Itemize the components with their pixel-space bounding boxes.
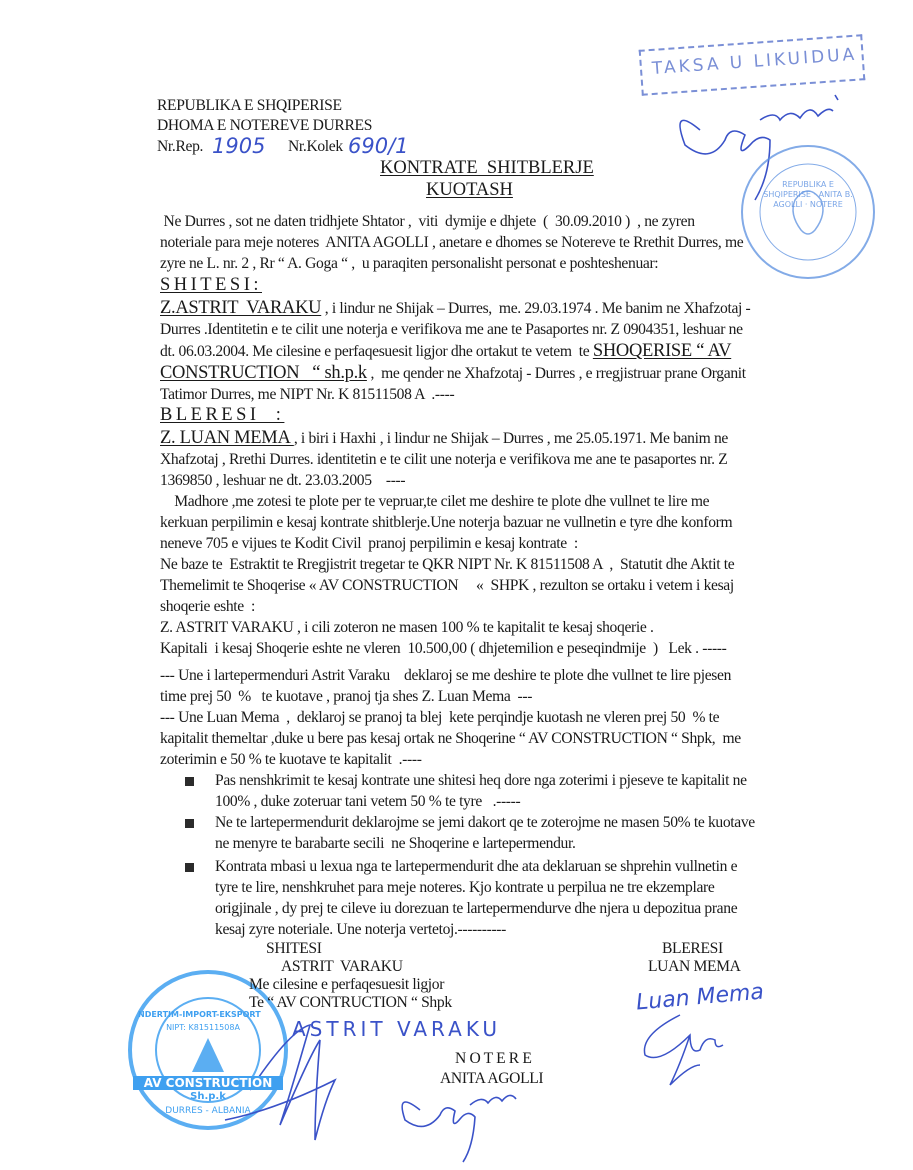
bullet-line: origjinale , dy prej te cileve iu dorezuan te lartepermendurve dhe njera u depozitua prane bbox=[215, 900, 738, 917]
bullet-line: Pas nenshkrimit te kesaj kontrate une shitesi heq dore nga zoterimi i pjeseve te kapitalit ne bbox=[215, 772, 747, 789]
buyer-signature-scribble bbox=[644, 1015, 723, 1085]
seller-line bbox=[160, 342, 731, 361]
buyer-sign-label: BLERESI bbox=[662, 940, 723, 957]
body-line: Z. ASTRIT VARAKU , i cili zoteron ne masen 100 % te kapitalit te kesaj shoqerie . bbox=[160, 619, 654, 636]
seller-line-text: , me qender ne Xhafzotaj - Durres , e rregjistruar prane Organit bbox=[366, 365, 746, 382]
declaration-line: zoterimin e 50 % te kuotave te kapitalit .---- bbox=[160, 751, 422, 768]
seller-heading: SHITESI: bbox=[160, 275, 262, 295]
buyer-line: 1369850 , leshuar ne dt. 23.03.2005 ---- bbox=[160, 472, 406, 489]
bullet-line: ne menyre te barabarte secili ne Shoqerine e lartepermendur. bbox=[215, 835, 576, 852]
notary-signature-bottom bbox=[402, 1095, 516, 1162]
seller-line: Durres .Identitetin e te cilit une noterja e verifikova me ane te Pasaportes nr. Z 0904351, leshuar ne bbox=[160, 321, 743, 338]
kolek-number-handwritten: 690/1 bbox=[348, 134, 409, 158]
kolek-label: Nr.Kolek bbox=[288, 138, 343, 155]
buyer-name: Z. LUAN MEMA bbox=[160, 428, 294, 448]
seller-sign-role: Me cilesine e perfaqesuesit ligjor bbox=[249, 976, 445, 993]
bullet-line: Ne te lartepermendurit deklarojme se jemi dakort qe te zoterojme ne masen 50% te kuotave bbox=[215, 814, 755, 831]
header-chamber: DHOMA E NOTEREVE DURRES bbox=[157, 117, 373, 134]
company-name: CONSTRUCTION “ sh.p.k bbox=[160, 363, 367, 383]
body-line: shoqerie eshte : bbox=[160, 598, 255, 615]
body-line: Kapitali i kesaj Shoqerie eshte ne vleren 10.500,00 ( dhjetemilion e peseqindmije ) Lek . ----- bbox=[160, 640, 727, 657]
intro-line: noteriale para meje noteres ANITA AGOLLI , anetare e dhomes se Notereve te Rrethit Durres, me bbox=[160, 234, 744, 251]
intro-line: Ne Durres , sot ne daten tridhjete Shtator , viti dymije e dhjete ( 30.09.2010 ) , ne zyren bbox=[160, 213, 695, 230]
intro-line: zyre ne L. nr. 2 , Rr “ A. Goga “ , u paraqiten personalisht personat e poshteshenuar: bbox=[160, 255, 659, 272]
seller-handwritten-name: ASTRIT VARAKU bbox=[292, 1017, 502, 1041]
company-name: SHOQERISE “ AV bbox=[592, 341, 732, 361]
seller-sign-name: ASTRIT VARAKU bbox=[281, 958, 403, 975]
seller-sign-label: SHITESI bbox=[266, 940, 322, 957]
body-line: Ne baze te Estraktit te Rregjistrit tregetar te QKR NIPT Nr. K 81511508 A , Statutit dhe Aktit te bbox=[160, 556, 735, 573]
header-republic: REPUBLIKA E SHQIPERISE bbox=[157, 97, 342, 114]
buyer-heading: BLERESI : bbox=[160, 405, 285, 425]
company-seal-city: DURRES - ALBANIA bbox=[165, 1106, 251, 1116]
seller-name: Z.ASTRIT VARAKU bbox=[160, 298, 322, 318]
notary-sign-label: N O T E R E bbox=[455, 1050, 532, 1067]
seller-line-text: dt. 06.03.2004. Me cilesine e perfaqesuesit ligjor dhe ortakut te vetem te bbox=[160, 343, 593, 360]
declaration-line: kapitalit themeltar ,duke u bere pas kesaj ortak ne Shoqerine “ AV CONSTRUCTION “ Shpk, me bbox=[160, 730, 741, 747]
body-line: kerkuan perpilimin e kesaj kontrate shitblerje.Une noterja bazuar ne vullnetin e tyre dhe konform bbox=[160, 514, 733, 531]
notary-seal-text: REPUBLIKA E SHQIPERISE · ANITA B. AGOLLI · NOTERE bbox=[763, 180, 853, 209]
seller-line bbox=[160, 364, 746, 383]
buyer-line: Xhafzotaj , Rrethi Durres. identitetin e te cilit une noterja e verifikova me ane te pasaportes nr. Z bbox=[160, 451, 728, 468]
buyer-line-text: , i biri i Haxhi , i lindur ne Shijak – Durres , me 25.05.1971. Me banim ne bbox=[293, 430, 728, 447]
seller-line: Tatimor Durres, me NIPT Nr. K 81511508 A .---- bbox=[160, 386, 455, 403]
bullet-marker bbox=[185, 863, 194, 872]
body-line: Themelimit te Shoqerise « AV CONSTRUCTION « SHPK , rezulton se ortaku i vetem i kesaj bbox=[160, 577, 734, 594]
company-seal-nipt: NIPT: K81511508A bbox=[166, 1023, 240, 1032]
bullet-marker bbox=[185, 819, 194, 828]
bullet-line: 100% , duke zoteruar tani vetem 50 % te tyre .----- bbox=[215, 793, 521, 810]
declaration-line: --- Une i lartepermenduri Astrit Varaku deklaroj se me deshire te plote dhe vullnet te lire pjesen bbox=[160, 667, 732, 684]
body-line: Madhore ,me zotesi te plote per te vepruar,te cilet me deshire te plote dhe vullnet te lire me bbox=[160, 493, 710, 510]
tax-paid-stamp-text: TAKSA U LIKUIDUA bbox=[651, 44, 858, 79]
buyer-line bbox=[160, 429, 728, 448]
rep-number-handwritten: 1905 bbox=[212, 134, 266, 158]
buyer-sign-name: LUAN MEMA bbox=[648, 958, 741, 975]
body-line: neneve 705 e vijues te Kodit Civil pranoj perpilimin e kesaj kontrate : bbox=[160, 535, 578, 552]
document-subtitle: KUOTASH bbox=[426, 180, 513, 200]
declaration-line: time prej 50 % te kuotave , pranoj tja shes Z. Luan Mema --- bbox=[160, 688, 533, 705]
company-seal-name: AV CONSTRUCTION bbox=[133, 1076, 283, 1090]
company-seal-type: Sh.p.k bbox=[190, 1091, 226, 1102]
bullet-line: kesaj zyre noteriale. Une noterja vertetoj.---------- bbox=[215, 921, 506, 938]
bullet-line: tyre te lire, nenshkruhet para meje noteres. Kjo kontrate u perpilua ne tre ekzemplare bbox=[215, 879, 715, 896]
buyer-handwritten-name: Luan Mema bbox=[635, 979, 765, 1016]
notary-sign-name: ANITA AGOLLI bbox=[440, 1070, 544, 1087]
bullet-marker bbox=[185, 777, 194, 786]
seller-sign-company: Te “ AV CONTRUCTION “ Shpk bbox=[249, 994, 452, 1011]
declaration-line: --- Une Luan Mema , deklaroj se pranoj ta blej kete perqindje kuotash ne vleren prej 50 % te bbox=[160, 709, 720, 726]
notary-seal bbox=[742, 146, 874, 278]
company-seal-ring-text: NDERTIM-IMPORT-EKSPORT bbox=[138, 1010, 261, 1019]
document-title: KONTRATE SHITBLERJE bbox=[380, 158, 594, 178]
rep-label: Nr.Rep. bbox=[157, 138, 204, 155]
seller-line bbox=[160, 299, 750, 318]
bullet-line: Kontrata mbasi u lexua nga te lartepermendurit dhe ata deklaruan se shprehin vullnetin e bbox=[215, 858, 738, 875]
seller-line-text: , i lindur ne Shijak – Durres, me. 29.03.1974 . Me banim ne Xhafzotaj - bbox=[321, 300, 751, 317]
